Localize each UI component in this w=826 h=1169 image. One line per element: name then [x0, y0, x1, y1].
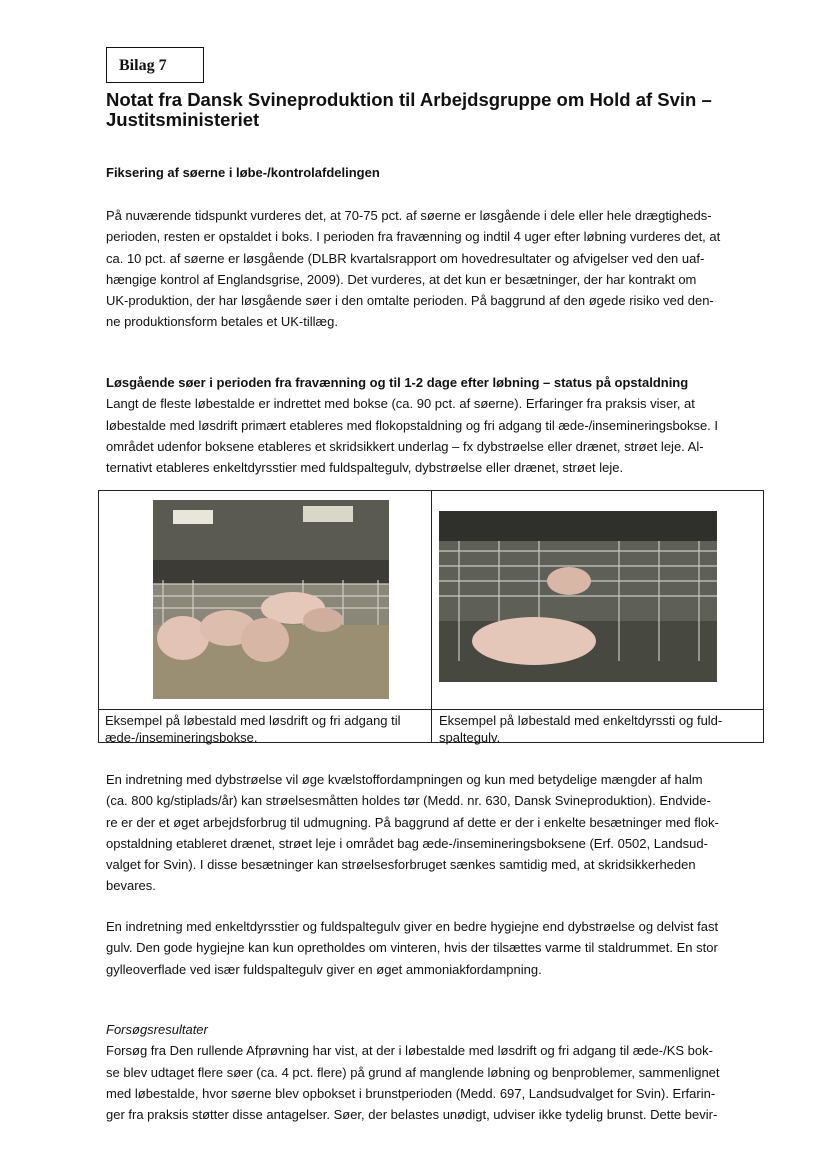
section5-heading: Forsøgsresultater: [106, 1022, 208, 1037]
table-divider-horizontal: [99, 709, 763, 710]
caption-right: [439, 712, 759, 746]
text-line: (ca. 800 kg/stiplads/år) kan strøelsesmåtten holdes tør (Medd. nr. 630, Dansk Svineproduktion). Endvide-: [106, 793, 711, 809]
section5-paragraph: [106, 1019, 766, 1125]
text-line: opstaldning etableret drænet, strøet leje i området bag æde-/insemineringsboksene (Erf. 0502, Landsud-: [106, 835, 708, 851]
paragraph-deep-litter: [106, 769, 766, 897]
text-line: ternativt etableres enkeltdyrsstier med fuldspaltegulv, dybstrøelse eller drænet, strøet leje.: [106, 460, 624, 476]
text-line: se blev udtaget flere søer (ca. 4 pct. flere) på grund af manglende løbning og benproblemer, sammenlignet: [106, 1064, 720, 1080]
caption-line: spaltegulv.: [439, 730, 501, 745]
paragraph-hygiene: [106, 916, 766, 980]
text-line: ca. 10 pct. af søerne er løsgående (DLBR kvartalsrapport om hovedresultater og afvigelser ved den uaf-: [106, 250, 705, 266]
photo-table: [98, 490, 764, 743]
caption-line: Eksempel på løbestald med enkeltdyrssti og fuld-: [439, 713, 723, 728]
table-divider-vertical: [431, 491, 432, 742]
text-line: ger fra praksis støtter disse antagelser. Søer, der belastes unødigt, udviser ikke tydelig brunst. Dette bevir-: [106, 1107, 718, 1123]
text-line: På nuværende tidspunkt vurderes det, at 70-75 pct. af søerne er løsgående i dele eller hele drægtigheds-: [106, 208, 712, 223]
section2-heading: Løsgående søer i perioden fra fravænning og til 1-2 dage efter løbning – status på opstaldning: [106, 375, 689, 390]
section1-heading: Fiksering af søerne i løbe-/kontrolafdelingen: [106, 165, 380, 180]
photo-individual-pens: [439, 511, 717, 682]
text-line: gylleoverflade ved især fuldspaltegulv giver en øget ammoniakfordampning.: [106, 961, 542, 977]
section1-paragraph: [106, 205, 766, 333]
text-line: re er der et øget arbejdsforbrug til udmugning. På baggrund af dette er der i enkelte besætninger med flok-: [106, 814, 719, 830]
text-line: med løbestalde, hvor søerne blev opbokset i brunstperioden (Medd. 697, Landsudvalget for Svin). Erfarin-: [106, 1085, 716, 1101]
text-line: hængige kontrol af Englandsgrise, 2009). Det vurderes, at det kun er besætninger, der har kontrakt om: [106, 271, 697, 287]
document-title: Notat fra Dansk Svineproduktion til Arbejdsgruppe om Hold af Svin – Justitsministeriet: [106, 89, 712, 130]
text-line: Langt de fleste løbestalde er indrettet med bokse (ca. 90 pct. af søerne). Erfaringer fra praksis viser, at: [106, 396, 695, 412]
text-line: Forsøg fra Den rullende Afprøvning har vist, at der i løbestalde med løsdrift og fri adgang til æde-/KS bok-: [106, 1043, 713, 1059]
text-line: ne produktionsform betales et UK-tillæg.: [106, 314, 338, 330]
text-line: området udenfor boksene etableres et skridsikkert underlag – fx dybstrøelse eller drænet, strøet leje. Al-: [106, 438, 704, 454]
text-line: perioden, resten er opstaldet i boks. I perioden fra fravænning og indtil 4 uger efter løbning vurderes det, at: [106, 229, 721, 245]
text-line: bevares.: [106, 878, 156, 894]
text-line: UK-produktion, der har løsgående søer i den omtalte perioden. På baggrund af den øgede risiko ved den-: [106, 293, 714, 309]
text-line: valget for Svin). I disse besætninger kan strøelsesforbruget sænkes samtidig med, at skridsikkerheden: [106, 857, 696, 873]
appendix-label: Bilag 7: [106, 47, 204, 83]
text-line: gulv. Den gode hygiejne kan kun opretholdes om vinteren, hvis der tilsættes varme til staldrummet. En stor: [106, 940, 718, 956]
caption-left: [105, 712, 425, 746]
text-line: En indretning med enkeltdyrsstier og fuldspaltegulv giver en bedre hygiejne end dybstrøelse og delvist fast: [106, 919, 719, 934]
text-line: løbestalde med løsdrift primært etableres med flokopstaldning og fri adgang til æde-/insemineringsbokse. I: [106, 417, 719, 433]
text-line: En indretning med dybstrøelse vil øge kvælstoffordampningen og kun med betydelige mængder af halm: [106, 772, 703, 787]
section2-paragraph: [106, 372, 766, 478]
caption-line: Eksempel på løbestald med løsdrift og fri adgang til: [105, 713, 401, 728]
photo-loose-housing: [153, 500, 389, 699]
caption-line: æde-/insemineringsbokse.: [105, 730, 258, 745]
